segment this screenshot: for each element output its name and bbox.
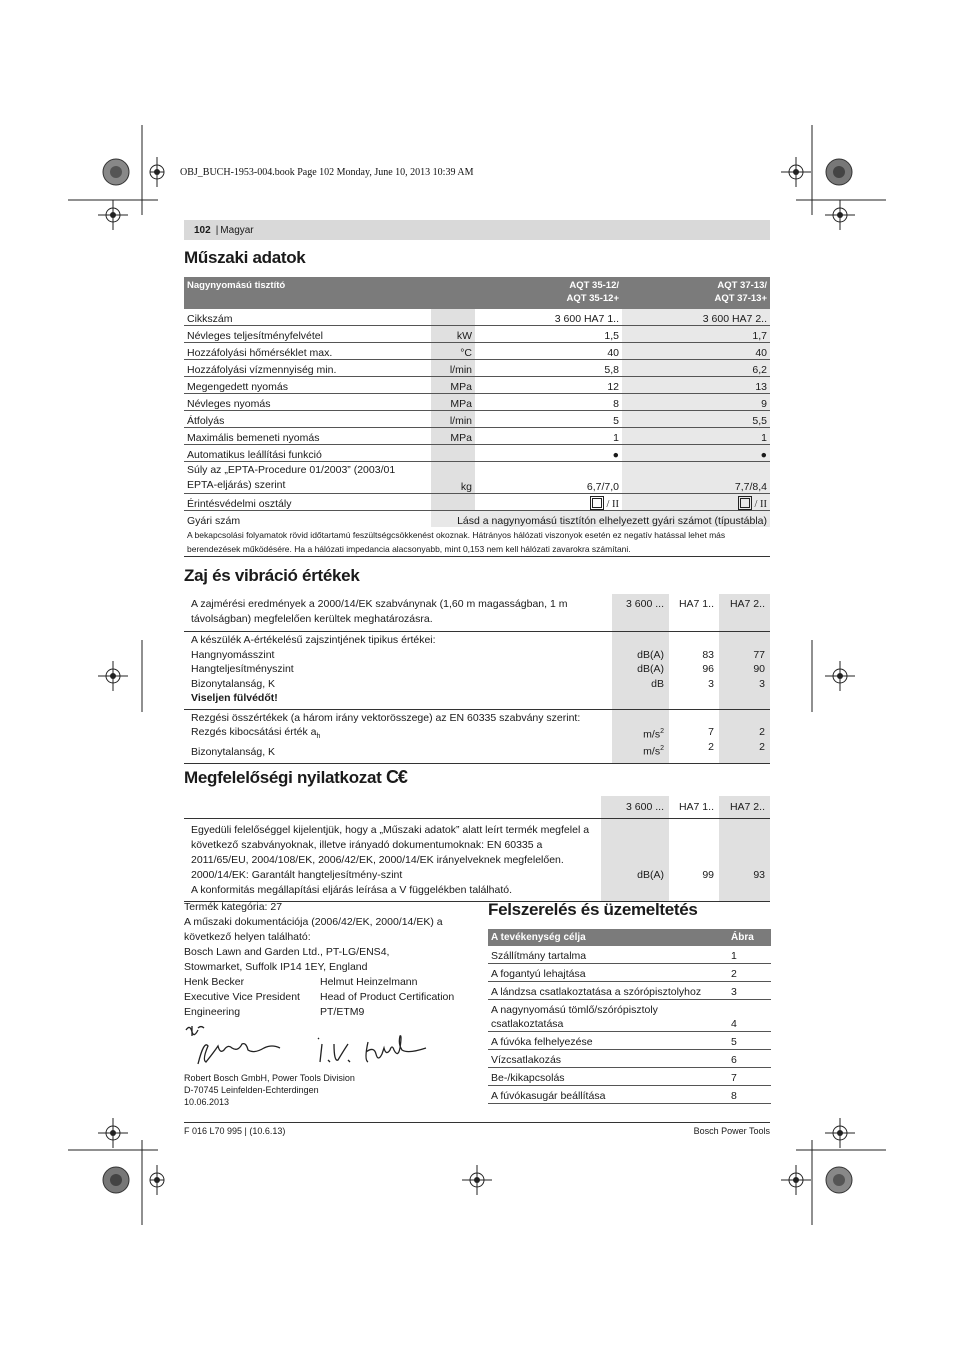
ops-row: A nagynyomású tömlő/szórópisztoly csatlakoztatása 4 [488, 1000, 771, 1032]
page-separator: | [215, 224, 219, 236]
spec-footnote: A bekapcsolási folyamatok rövid időtartamú feszültségcsökkenést okoznak. Hátrányos hálózati viszonyok esetén ez negatív hatással lehet más berendezések működésére. Ha a hálózati impedancia alacsonyabb, mint 0,153 nem kell hálózati zavarokra számítani. [184, 527, 770, 557]
reg-target-top-left [103, 159, 129, 185]
ear-protection-warning: Viseljen fülvédőt! [191, 692, 278, 704]
spec-header-product: Nagynyomású tisztító [184, 277, 431, 309]
crosshair-top-right [781, 125, 812, 215]
print-info-line: OBJ_BUCH-1953-004.book Page 102 Monday, June 10, 2013 10:39 AM [180, 167, 474, 178]
spec-row: Névleges teljesítményfelvétel kW 1,5 1,7 [184, 326, 770, 343]
spec-header-row [184, 277, 770, 309]
crosshair-mid-left [98, 640, 142, 712]
spec-row: Megengedett nyomás MPa 12 13 [184, 377, 770, 394]
reg-target-bottom-right [826, 1167, 852, 1193]
spec-header-model2: AQT 37-13/ AQT 37-13+ [622, 277, 770, 309]
crosshair-bottom-right [781, 1140, 812, 1225]
conformity-table [184, 796, 770, 902]
ops-row: A fogantyú lehajtása 2 [488, 964, 771, 982]
noise-values-row: A készülék A-értékelésű zajszintjének tipikus értékei: Hangnyomásszint Hangteljesítményszint Bizonytalanság, K Viseljen fülvédőt! dB(A) dB(A) dB 83 96 3 77 90 3 [184, 632, 770, 710]
crosshair-left-lower [68, 1118, 158, 1150]
crosshair-right-upper [796, 200, 886, 230]
spec-row: Névleges nyomás MPa 8 9 [184, 394, 770, 411]
crosshair-right-lower [796, 1118, 886, 1150]
conformity-header-row: 3 600 ... HA7 1.. HA7 2.. [184, 796, 770, 819]
reg-target-top-right [826, 159, 852, 185]
page-language: Magyar [220, 224, 254, 236]
spec-header-model1: AQT 35-12/ AQT 35-12+ [475, 277, 622, 309]
signatories: Henk Becker Executive Vice President Engineering Helmut Heinzelmann Head of Product Certification PT/ETM9 [184, 976, 455, 1018]
page-footer [184, 1122, 770, 1136]
ops-row: Be-/kikapcsolás 7 [488, 1068, 771, 1086]
spec-title: Műszaki adatok [184, 248, 306, 267]
crosshair-mid-right [812, 640, 855, 712]
page-header-bar [184, 220, 770, 240]
declaration-info: Termék kategória: 27 A műszaki dokumentációja (2006/42/EK, 2000/14/EK) a következő helyen található: Bosch Lawn and Garden Ltd., PT-LG/ENS4, Stowmarket, Suffolk IP14 1EY, England Henk Becker Executive Vice President Engineering Helmut Heinzelmann Head of Product Certification PT/ETM9 Robert Bosch GmbH, Power Tools Division D-70745 Leinfelden-Echterdingen 10.06.2013 [184, 900, 474, 1108]
crosshair-top-left [142, 125, 164, 215]
crosshair-left-upper [68, 200, 158, 230]
spec-row: Automatikus leállítási funkció ● ● [184, 445, 770, 462]
page-number: 102 [194, 224, 211, 236]
noise-table [184, 594, 770, 764]
reg-target-bottom-left [103, 1167, 129, 1193]
ops-header-row: A tevékenység célja Ábra [488, 929, 771, 946]
spec-table [184, 277, 770, 557]
spec-row: Hozzáfolyási vízmennyiség min. l/min 5,8 6,2 [184, 360, 770, 377]
noise-title: Zaj és vibráció értékek [184, 566, 360, 585]
ops-row: A fúvókasugár beállítása 8 [488, 1086, 771, 1104]
spec-row: Maximális bemeneti nyomás MPa 1 1 [184, 428, 770, 445]
conformity-body-row: Egyedüli felelőséggel kijelentjük, hogy a „Műszaki adatok” alatt leírt termék megfelel a következő szabványoknak, illetve irányadó dokumentumoknak: EN 60335 a 2011/65/EU, 2004/108/EK, 2006/42/EK, 2000/14/EK irányelveknek megfelelően. 2000/14/EK: Garantált hangteljesítmény-szint A konformitás megállapítási eljárás leírása a V függelékben található. dB(A) 99 93 [184, 819, 770, 902]
crosshair-bottom-left [142, 1140, 164, 1225]
spec-row-weight: Súly az „EPTA-Procedure 01/2003” (2003/01 EPTA-eljárás) szerint kg 6,7/7,0 7,7/8,4 [184, 462, 770, 494]
footer-brand: Bosch Power Tools [693, 1126, 770, 1136]
ops-row: A lándzsa csatlakoztatása a szórópisztolyhoz 3 [488, 982, 771, 1000]
class-ii-icon [740, 498, 750, 508]
ops-row: Szállítmány tartalma 1 [488, 946, 771, 964]
spec-row: Átfolyás l/min 5 5,5 [184, 411, 770, 428]
handwritten-signatures [184, 1022, 464, 1072]
ops-row: A fúvóka felhelyezése 5 [488, 1032, 771, 1050]
crosshair-bottom-center [462, 1165, 492, 1195]
class-ii-icon [592, 498, 602, 508]
footer-doc-code: F 016 L70 995 | (10.6.13) [184, 1126, 286, 1136]
ops-row: Vízcsatlakozás 6 [488, 1050, 771, 1068]
noise-intro-row: A zajmérési eredmények a 2000/14/EK szabványnak (1,60 m magasságban, 1 m távolságban) megfelelően kerültek meghatározásra. 3 600 ... HA7 1.. HA7 2.. [184, 594, 770, 632]
spec-row-serial: Gyári szám Lásd a nagynyomású tisztítón elhelyezett gyári számot (típustábla) [184, 511, 770, 528]
spec-row-protection: Érintésvédelmi osztály / II / II [184, 494, 770, 511]
ce-mark-icon: C€ [385, 767, 407, 787]
ops-title: Felszerelés és üzemeltetés [488, 900, 698, 919]
vibration-row: Rezgési összértékek (a három irány vektorösszege) az EN 60335 szabvány szerint: Rezgés kibocsátási érték $a_h$ Bizonytalanság, K $m/s^2$ $m/s^2$ 7 2 2 2 [184, 709, 770, 764]
spec-row: Cikkszám 3 600 HA7 1.. 3 600 HA7 2.. [184, 309, 770, 326]
conformity-title: Megfelelőségi nyilatkozat C€ [184, 767, 407, 787]
spec-row: Hozzáfolyási hőmérséklet max. °C 40 40 [184, 343, 770, 360]
ops-table [488, 929, 771, 1104]
